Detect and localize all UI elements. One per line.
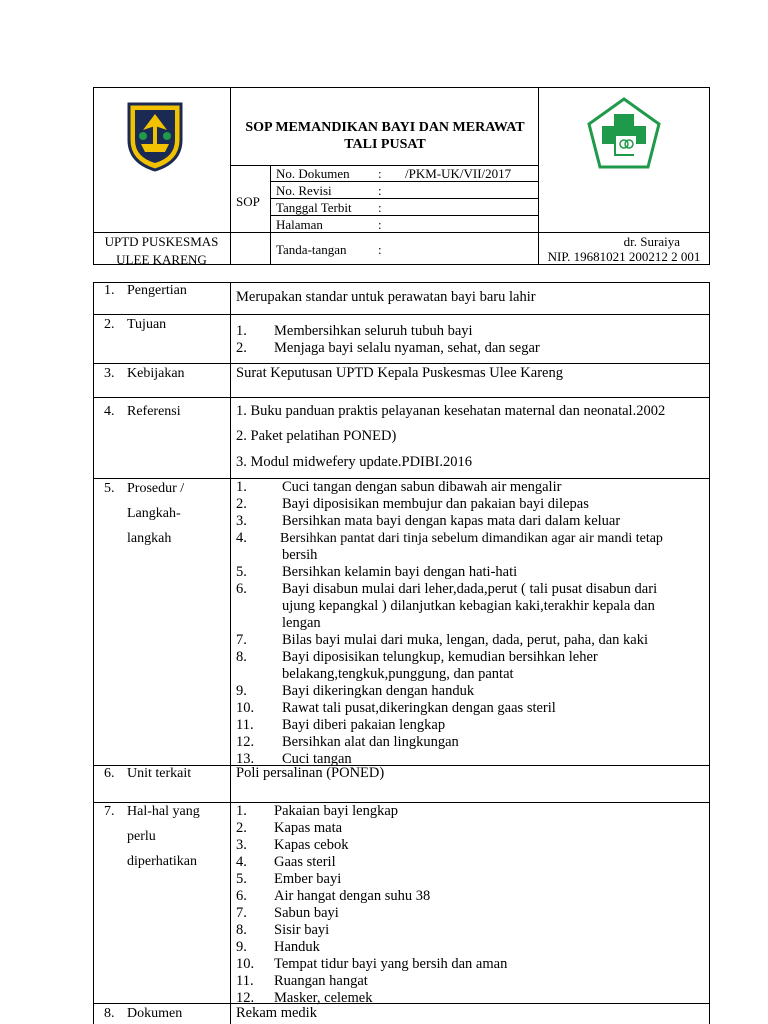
row-label-pengertian: Pengertian: [127, 283, 187, 298]
header-hline-bottom-row: [93, 232, 710, 233]
row-number: 5.: [104, 481, 115, 496]
list-item: 9. Handuk: [236, 939, 320, 955]
list-item: 10. Tempat tidur bayi yang bersih dan aman: [236, 956, 508, 972]
field-label-tanggal-terbit: Tanggal Terbit: [276, 200, 352, 215]
row-label-prosedur: Prosedur / Langkah- langkah: [127, 481, 185, 546]
list-item: 5. Ember bayi: [236, 871, 342, 887]
pengertian-text: Merupakan standar untuk perawatan bayi baru lahir: [236, 289, 536, 305]
list-item: 4. Gaas steril: [236, 854, 336, 870]
field-colon: :: [378, 183, 382, 198]
row-label-hal-hal: Hal-hal yang perlu diperhatikan: [127, 804, 200, 869]
header-hline-3: [270, 215, 538, 216]
list-item: 8. Bayi diposisikan telungkup, kemudian bersihkan leher: [236, 649, 598, 665]
referensi-item: 3. Modul midwefery update.PDIBI.2016: [236, 454, 472, 470]
row-label-unit-terkait: Unit terkait: [127, 766, 192, 781]
field-label-no-revisi: No. Revisi: [276, 183, 332, 198]
org-name: UPTD PUSKESMAS ULEE KARENG: [104, 234, 219, 267]
list-item: 4. Bersihkan pantat dari tinja sebelum dimandikan agar air mandi tetap: [236, 530, 663, 546]
row-number: 8.: [104, 1006, 115, 1021]
city-emblem-logo: [125, 100, 185, 172]
body-column-divider: [230, 282, 231, 1024]
list-item: 12. Bersihkan alat dan lingkungan: [236, 734, 459, 750]
header-divider-left: [230, 87, 231, 265]
sop-label: SOP: [236, 194, 260, 209]
field-colon: :: [378, 217, 382, 232]
puskesmas-logo: [586, 96, 662, 170]
row-number: 4.: [104, 404, 115, 419]
list-item: 12. Masker, celemek: [236, 990, 373, 1006]
list-item: 13. Cuci tangan: [236, 751, 352, 767]
row-number: 7.: [104, 804, 115, 819]
list-item: 3. Bersihkan mata bayi dengan kapas mata dari dalam keluar: [236, 513, 621, 529]
list-item: 9. Bayi dikeringkan dengan handuk: [236, 683, 475, 699]
list-item-continuation: ujung kepangkal ) dilanjutkan kebagian kaki,terakhir kepala dan: [282, 598, 655, 614]
kebijakan-text: Surat Keputusan UPTD Kepala Puskesmas Ulee Kareng: [236, 365, 563, 381]
referensi-item: 2. Paket pelatihan PONED): [236, 428, 397, 444]
row-number: 1.: [104, 283, 115, 298]
field-label-halaman: Halaman: [276, 217, 323, 232]
list-item: 6. Air hangat dengan suhu 38: [236, 888, 431, 904]
prosedur-list: [236, 479, 708, 768]
row-label-kebijakan: Kebijakan: [127, 366, 185, 381]
list-item: 8. Sisir bayi: [236, 922, 330, 938]
signer-block: dr. Suraiya NIP. 19681021 200212 2 001: [547, 234, 701, 264]
list-item: 1. Cuci tangan dengan sabun dibawah air mengalir: [236, 479, 562, 495]
list-item: 7. Sabun bayi: [236, 905, 339, 921]
hal-hal-list: [236, 803, 708, 1007]
list-item-continuation: belakang,tengkuk,punggung, dan pantat: [282, 666, 514, 682]
list-item: 1. Pakaian bayi lengkap: [236, 803, 399, 819]
list-item: 3. Kapas cebok: [236, 837, 349, 853]
list-item: 7. Bilas bayi mulai dari muka, lengan, dada, perut, paha, dan kaki: [236, 632, 649, 648]
row-divider: [93, 363, 710, 364]
list-item-continuation: lengan: [282, 615, 321, 631]
row-number: 2.: [104, 317, 115, 332]
list-item-continuation: bersih: [282, 547, 318, 563]
dokumen-text: Rekam medik: [236, 1005, 317, 1021]
row-number: 6.: [104, 766, 115, 781]
field-colon: :: [378, 242, 382, 257]
unit-terkait-text: Poli persalinan (PONED): [236, 765, 385, 781]
field-label-no-dokumen: No. Dokumen: [276, 166, 350, 181]
list-item: 5. Bersihkan kelamin bayi dengan hati-hati: [236, 564, 518, 580]
row-divider: [93, 397, 710, 398]
row-label-tujuan: Tujuan: [127, 317, 167, 332]
list-item: 1. Membersihkan seluruh tubuh bayi: [236, 323, 473, 339]
document-title: SOP MEMANDIKAN BAYI DAN MERAWAT TALI PUSAT: [245, 120, 525, 152]
list-item: 10. Rawat tali pusat,dikeringkan dengan gaas steril: [236, 700, 556, 716]
field-value-no-dokumen: /PKM-UK/VII/2017: [405, 166, 512, 181]
list-item: 2. Bayi diposisikan membujur dan pakaian bayi dilepas: [236, 496, 589, 512]
list-item: 6. Bayi disabun mulai dari leher,dada,perut ( tali pusat disabun dari: [236, 581, 658, 597]
field-colon: :: [378, 166, 382, 181]
list-item: 2. Menjaga bayi selalu nyaman, sehat, dan segar: [236, 340, 540, 356]
field-label-tanda-tangan: Tanda-tangan: [276, 242, 347, 257]
row-divider: [93, 314, 710, 315]
referensi-item: 1. Buku panduan praktis pelayanan kesehatan maternal dan neonatal.2002: [236, 403, 666, 419]
header-hline-2: [270, 198, 538, 199]
tujuan-list: [236, 323, 706, 357]
row-label-dokumen: Dokumen: [127, 1006, 183, 1021]
field-colon: :: [378, 200, 382, 215]
list-item: 11. Ruangan hangat: [236, 973, 368, 989]
list-item: 2. Kapas mata: [236, 820, 343, 836]
row-number: 3.: [104, 366, 115, 381]
header-hline-1: [270, 181, 538, 182]
list-item: 11. Bayi diberi pakaian lengkap: [236, 717, 446, 733]
row-label-referensi: Referensi: [127, 404, 181, 419]
